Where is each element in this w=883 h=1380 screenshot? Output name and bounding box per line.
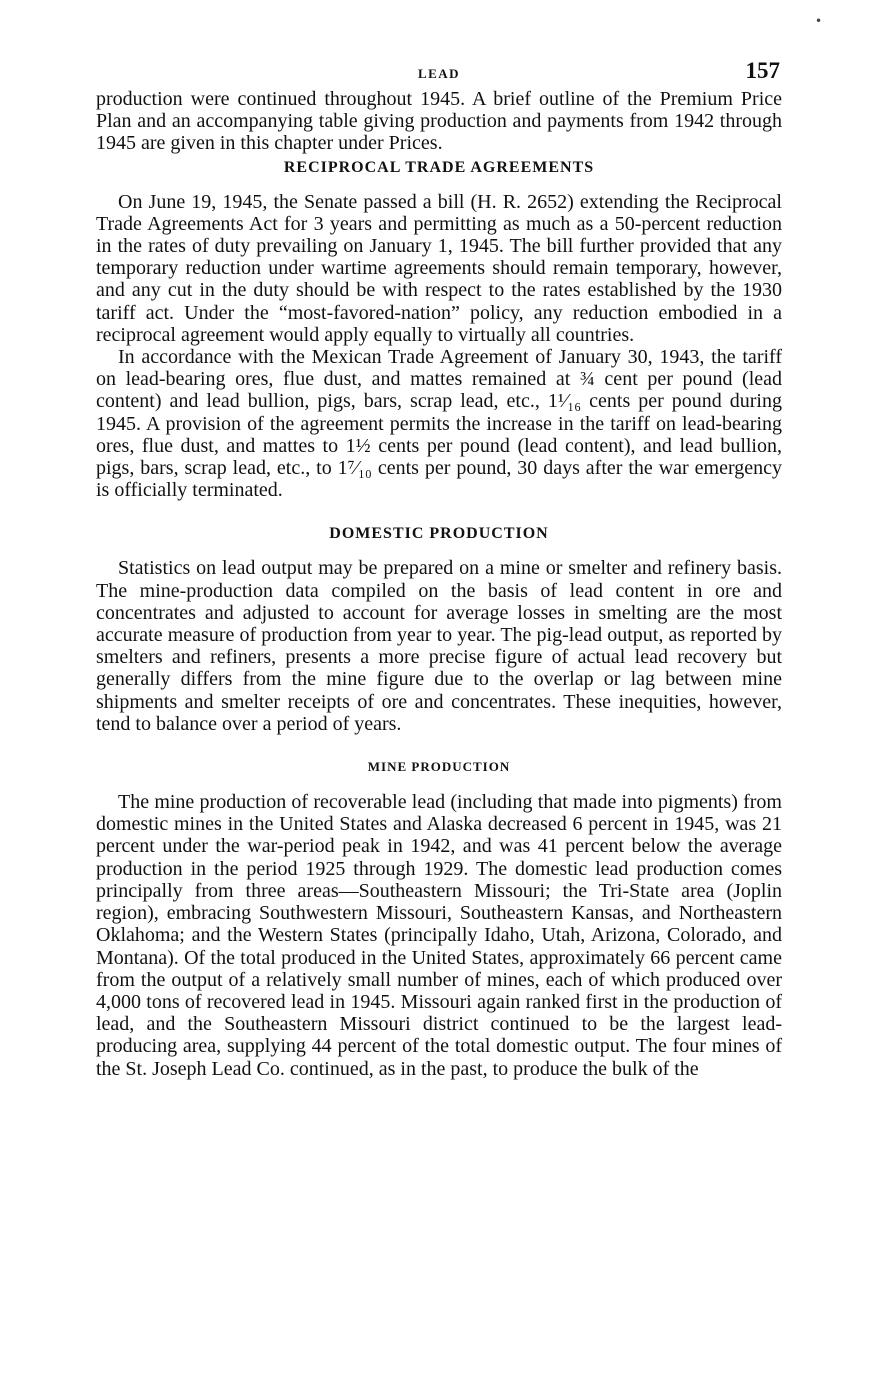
running-header (96, 58, 782, 88)
subsection-heading-mine: MINE PRODUCTION (367, 759, 511, 775)
document-page (96, 58, 782, 1080)
mine-paragraph: The mine production of recoverable lead (including that made into pigments) from domestic mines in the United States and Alaska decreased 6 percent in 1945, was 21 percent under the war-period peak in 1942, and was 41 percent below the average production in the period 1925 through 1929. The domestic lead production comes principally from three areas—Southeastern Missouri; the Tri-State area (Joplin region), embracing Southwestern Missouri, Southeastern Kansas, and Northeastern Oklahoma; and the Western States (principally Idaho, Utah, Arizona, Colorado, and Montana). Of the total produced in the United States, approximately 66 percent came from the output of a relatively small number of mines, each of which produced over 4,000 tons of recovered lead in 1945. Missouri again ranked first in the production of lead, and the Southeastern Missouri district continued to be the largest lead-producing area, supplying 44 percent of the total domestic output. The four mines of the St. Joseph Lead Co. continued, as in the past, to produce the bulk of the (96, 791, 782, 1080)
reciprocal-paragraph-2: In accordance with the Mexican Trade Agreement of January 30, 1943, the tariff on lead-bearing ores, flue dust, and mattes remained at ¾ cent per pound (lead content) and lead bullion, pigs, bars, scrap lead, etc., 1¹⁄₁₆ cents per pound during 1945. A provision of the agreement permits the increase in the tariff on lead-bearing ores, flue dust, and mattes to 1½ cents per pound (lead content), and lead bullion, pigs, bars, scrap lead, etc., to 1⁷⁄₁₀ cents per pound, 30 days after the war emergency is officially terminated. (96, 346, 782, 502)
section-heading-reciprocal: RECIPROCAL TRADE AGREEMENTS (283, 158, 595, 176)
domestic-paragraph: Statistics on lead output may be prepared on a mine or smelter and refinery basis. The mine-production data compiled on the basis of lead content in ore and concentrates and adjusted to account for average losses in smelting are the most accurate measure of production from year to year. The pig-lead output, as reported by smelters and refiners, presents a more precise figure of actual lead recovery but generally differs from the mine figure due to the overlap or lag between mine shipments and smelter receipts of ore and concentrates. These inequities, however, tend to balance over a period of years. (96, 557, 782, 735)
section-heading-domestic: DOMESTIC PRODUCTION (329, 525, 549, 543)
reciprocal-paragraph-1: On June 19, 1945, the Senate passed a bill (H. R. 2652) extending the Reciprocal Trade Agreements Act for 3 years and permitting as much as a 50-percent reduction in the rates of duty prevailing on January 1, 1945. The bill further provided that any temporary reduction under wartime agreements should remain temporary, however, and any cut in the duty should be with respect to the rates established by the 1930 tariff act. Under the “most-favored-nation” policy, any reduction embodied in a reciprocal agreement would apply equally to virtually all countries. (96, 190, 782, 346)
page-number: 157 (745, 58, 780, 83)
intro-paragraph: production were continued throughout 1945. A brief outline of the Premium Price Plan and an accompanying table giving production and payments from 1942 through 1945 are given in this chapter under Prices. (96, 88, 782, 155)
running-title: LEAD (417, 66, 461, 81)
scan-speck: • (815, 14, 823, 28)
